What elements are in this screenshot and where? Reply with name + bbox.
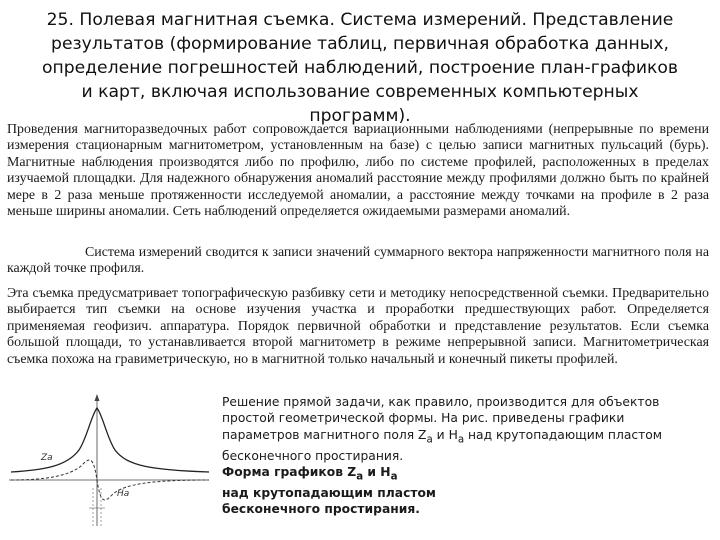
side-line-part: и H xyxy=(432,427,458,442)
magnetic-anomaly-figure xyxy=(5,392,217,532)
za-subscript: a xyxy=(426,433,433,446)
paragraph-measurement-system: Система измерений сводится к записи значений суммарного вектора напряженности магнитного поля на каждой точке профиля. xyxy=(7,245,709,277)
figure-caption-line: бесконечного простирания. xyxy=(222,502,420,517)
side-line: простой геометрической формы. На рис. приведены графики xyxy=(222,411,625,426)
direct-problem-text xyxy=(222,394,710,518)
side-line xyxy=(222,427,710,448)
ha-subscript: a xyxy=(390,470,398,483)
figure-caption-line xyxy=(222,464,710,485)
side-line-part: над крутопадающим пластом xyxy=(464,427,663,442)
slide-title: 25. Полевая магнитная съемка. Система измерений. Представление результатов (формирование таблиц, первичная обработка данных, определение погрешностей наблюдений, построение план-графиков и карт, включая использование современных компьютерных программ). xyxy=(41,10,679,126)
figure-axis-arrow xyxy=(95,394,100,401)
figure-caption-line: над крутопадающим пластом xyxy=(222,485,436,500)
side-line: Решение прямой задачи, как правило, производится для объектов xyxy=(222,395,660,409)
label-za: Za xyxy=(41,453,53,463)
side-line-part: параметров магнитного поля Z xyxy=(222,427,427,442)
paragraph-survey-procedure: Эта съемка предусматривает топографическую разбивку сети и методику непосредственной съемки. Предварительно выбирается тип съемки на основе изучения участка и проработки предшествующих работ. Определяется применяемая геофизич. аппаратура. Порядок первичной обработки и представление результатов. Если съемка большой площади, то устанавливается второй магнитометр в режиме непрерывной записи. Магнитометрическая съемка похожа на гравиметрическую, но в магнитной только начальный и конечный пикеты профилей. xyxy=(7,286,709,367)
caption-part: и H xyxy=(363,465,391,480)
side-line: бесконечного простирания. xyxy=(222,448,404,463)
za-subscript: a xyxy=(356,470,364,483)
caption-part: Форма графиков Z xyxy=(222,465,357,480)
ha-subscript: a xyxy=(457,433,465,446)
paragraph-survey-methods: Проведения магниторазведочных работ сопровождается вариационными наблюдениями (непрерывные по времени измерения стационарным магнитометром, установленным на базе) с целью записи магнитных пульсаций (бурь). Магнитные наблюдения производятся либо по профилю, либо по системе профилей, расположенных в пределах изучаемой площадки. Для надежного обнаружения аномалий расстояние между профилями должно быть по крайней мере в 2 раза меньше протяженности исследуемой аномалии, а расстояние между точками на профиле в 2 раза меньше ширины аномалии. Сеть наблюдений определяется ожидаемыми размерами аномалий. xyxy=(7,122,709,220)
label-ha: Ha xyxy=(117,489,130,499)
